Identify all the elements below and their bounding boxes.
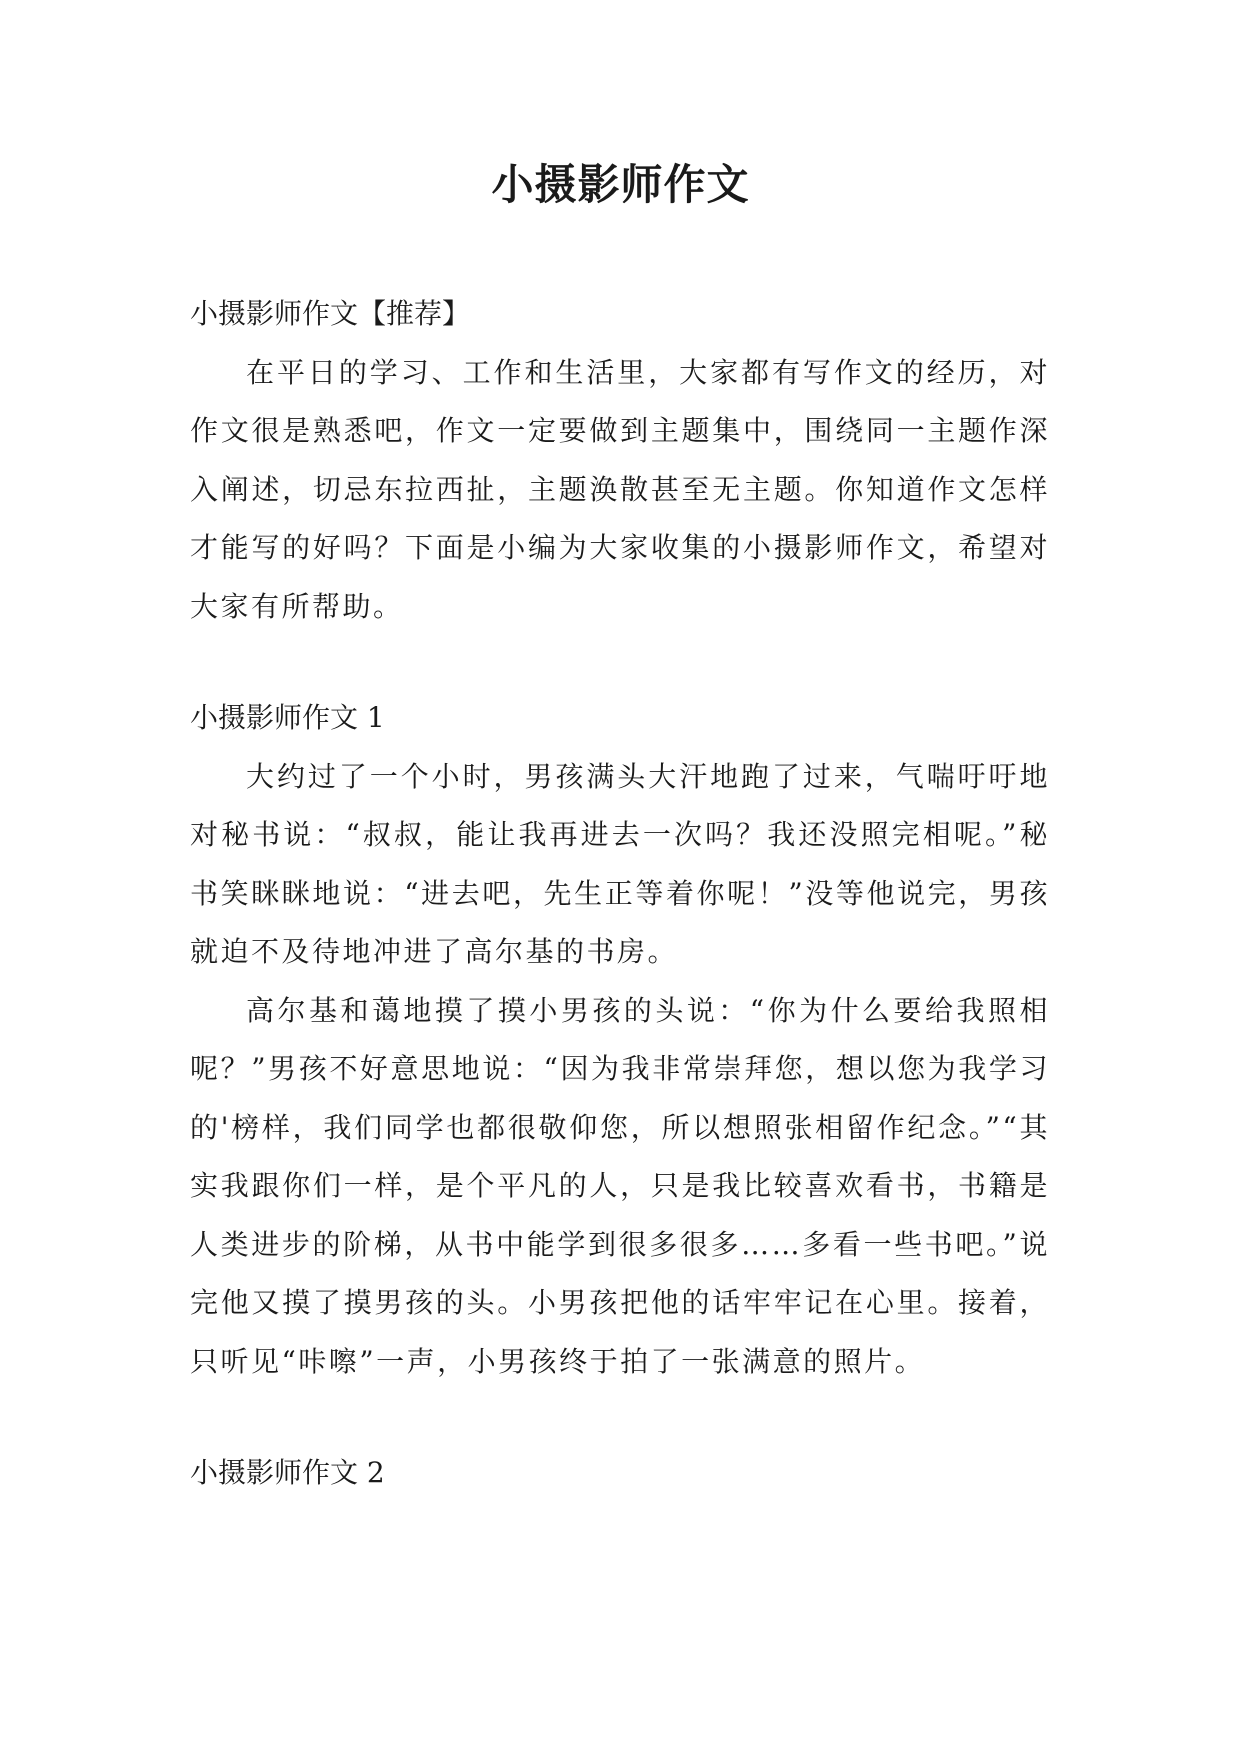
section-1-paragraph-2: 高尔基和蔼地摸了摸小男孩的头说：“你为什么要给我照相呢？”男孩不好意思地说：“因为我非常崇拜您，想以您为我学习的'榜样，我们同学也都很敬仰您，所以想照张相留作纪念。”“其实我跟你们一样，是个平凡的人，只是我比较喜欢看书，书籍是人类进步的阶梯，从书中能学到很多很多……多看一些书吧。”说完他又摸了摸男孩的头。小男孩把他的话牢牢记在心里。接着，只听见“咔嚓”一声，小男孩终于拍了一张满意的照片。	[190, 993, 1050, 1378]
document-body	[190, 285, 1050, 1503]
intro-heading: 小摄影师作文【推荐】	[190, 297, 471, 330]
document-title: 小摄影师作文	[491, 160, 750, 209]
section-1-heading: 小摄影师作文 1	[190, 701, 385, 734]
section-spacer	[190, 636, 1050, 689]
section-spacer	[190, 1391, 1050, 1444]
section-1-paragraph-1: 大约过了一个小时，男孩满头大汗地跑了过来，气喘吁吁地对秘书说：“叔叔，能让我再进去一次吗？我还没照完相呢。”秘书笑眯眯地说：“进去吧，先生正等着你呢！”没等他说完，男孩就迫不及待地冲进了高尔基的书房。	[190, 759, 1050, 968]
section-2-heading: 小摄影师作文 2	[190, 1456, 385, 1489]
intro-paragraph: 在平日的学习、工作和生活里，大家都有写作文的经历，对作文很是熟悉吧，作文一定要做到主题集中，围绕同一主题作深入阐述，切忌东拉西扯，主题涣散甚至无主题。你知道作文怎样才能写的好吗？下面是小编为大家收集的小摄影师作文，希望对大家有所帮助。	[190, 355, 1050, 623]
